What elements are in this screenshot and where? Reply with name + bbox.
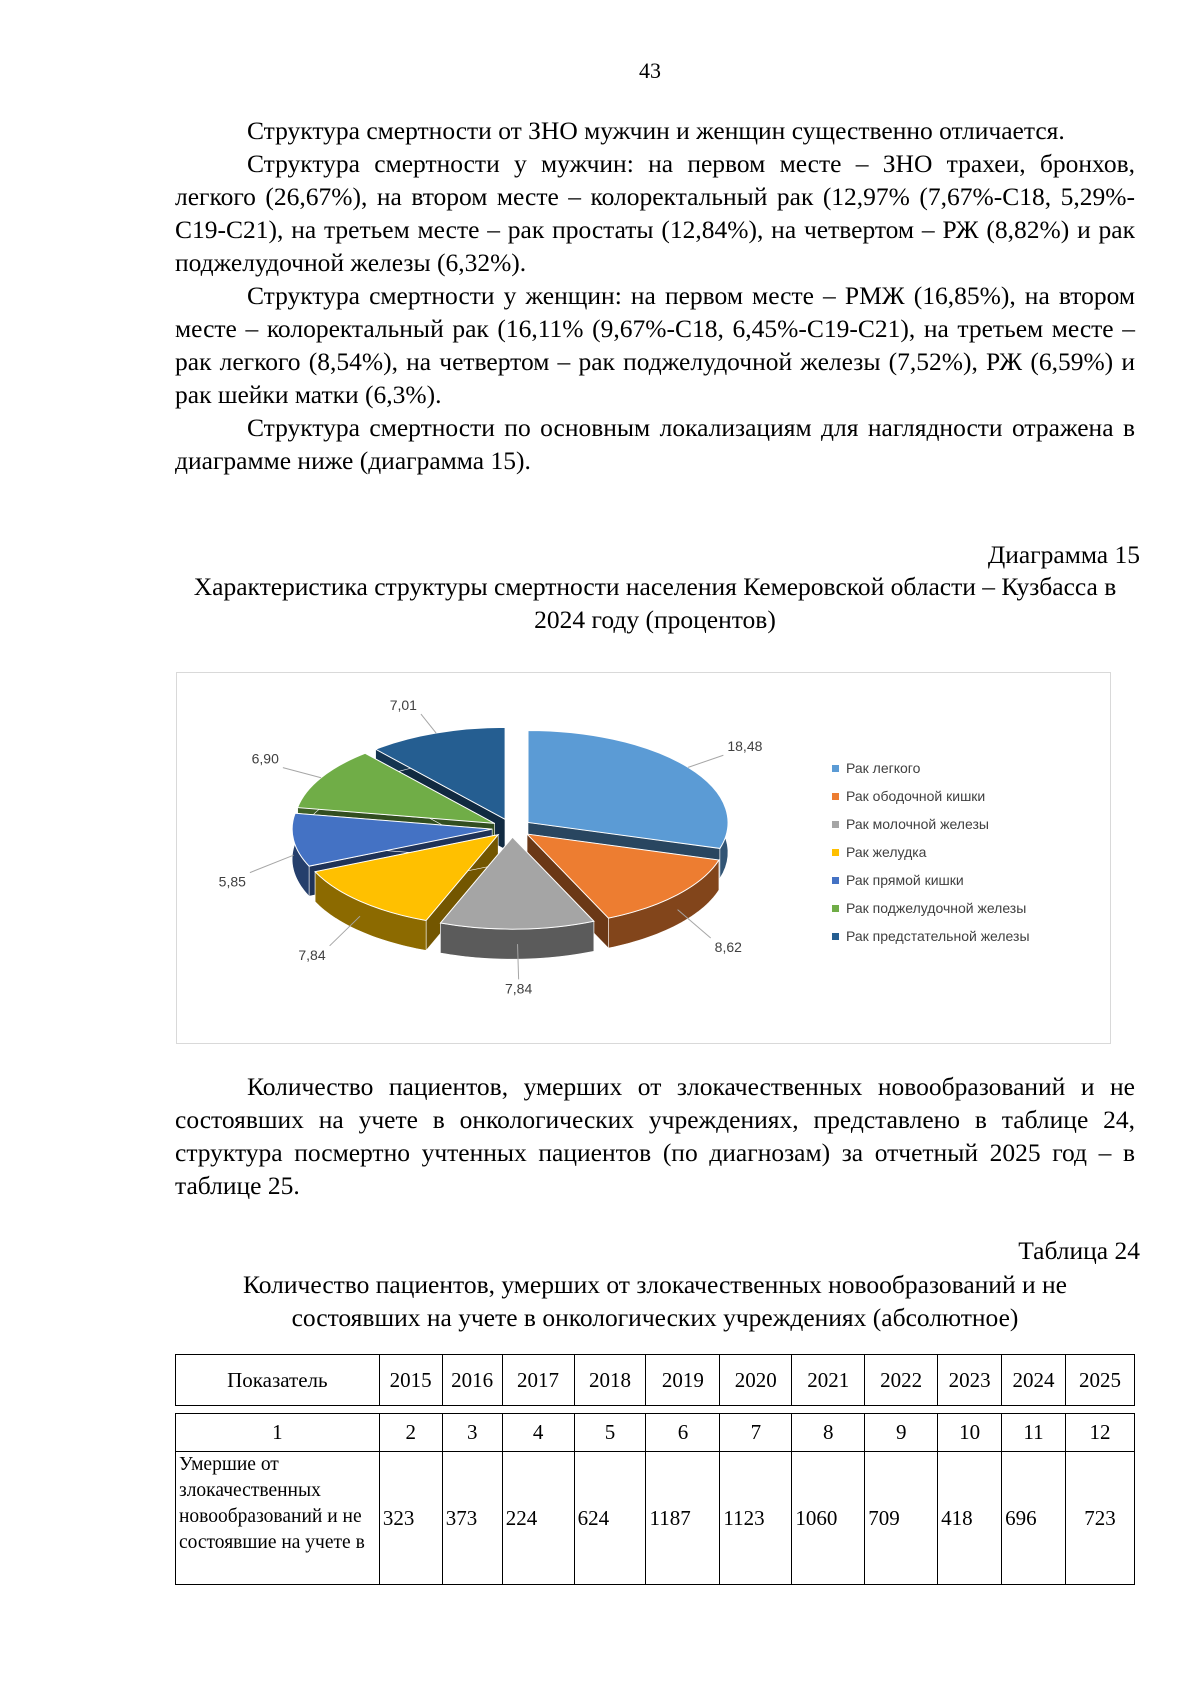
table-title: Количество пациентов, умерших от злокачественных новообразований и не состоявших на учете в онкологических учреждениях (абсолютное)	[243, 1270, 1067, 1332]
header-year: 2022	[865, 1355, 938, 1406]
table-cell: 224	[502, 1452, 574, 1585]
label-colon: 8,62	[714, 938, 742, 955]
legend-item	[832, 872, 964, 888]
column-number: 7	[720, 1414, 792, 1452]
legend-label: Рак предстательной железы	[846, 928, 1030, 944]
label-stomach: 7,84	[298, 946, 326, 963]
column-number: 5	[574, 1414, 646, 1452]
column-number: 6	[646, 1414, 720, 1452]
page-number: 43	[639, 58, 661, 83]
legend-swatch	[832, 765, 839, 772]
legend-swatch	[832, 877, 839, 884]
middle-paragraph-block	[175, 1070, 1135, 1202]
paragraph: Структура смертности от ЗНО мужчин и женщин существенно отличается.	[247, 116, 1065, 145]
table-row	[176, 1452, 1135, 1585]
row-label: Умершие от злокачественных новообразований и не состоявшие на учете в	[176, 1452, 380, 1585]
legend-swatch	[832, 821, 839, 828]
label-leader-line	[421, 714, 436, 733]
header-year: 2023	[938, 1355, 1002, 1406]
table-cell: 709	[865, 1452, 938, 1585]
label-leader-line	[688, 755, 723, 767]
table-cell: 1060	[792, 1452, 865, 1585]
table-body	[175, 1413, 1135, 1585]
header-year: 2016	[442, 1355, 502, 1406]
legend-item	[832, 900, 1026, 916]
paragraph: Структура смертности у мужчин: на первом месте – ЗНО трахеи, бронхов, легкого (26,67%), на втором месте – колоректальный рак (12,97% (7,67%-С18, 5,29%-С19-С21), на третьем месте – рак простаты (12,84%), на четвертом – РЖ (8,82%) и рак поджелудочной железы (6,32%).	[175, 149, 1135, 277]
legend-label: Рак прямой кишки	[846, 872, 964, 888]
header-year: 2020	[720, 1355, 792, 1406]
table-cell: 624	[574, 1452, 646, 1585]
legend-swatch	[832, 793, 839, 800]
label-pancreas: 6,90	[251, 750, 279, 767]
legend-item	[832, 788, 985, 804]
column-number: 1	[176, 1414, 380, 1452]
column-number: 2	[379, 1414, 442, 1452]
legend-swatch	[832, 933, 839, 940]
column-number: 4	[502, 1414, 574, 1452]
legend-swatch	[832, 849, 839, 856]
legend-item	[832, 760, 921, 776]
header-year: 2017	[502, 1355, 574, 1406]
label-lung: 18,48	[727, 738, 763, 755]
column-number: 10	[938, 1414, 1002, 1452]
label-leader-line	[250, 855, 294, 872]
legend-label: Рак желудка	[846, 844, 927, 860]
label-leader-line	[283, 768, 321, 778]
table-cell: 723	[1065, 1452, 1134, 1585]
pie-chart-svg	[177, 673, 1112, 1045]
legend-label: Рак молочной железы	[846, 816, 989, 832]
legend-item	[832, 928, 1030, 944]
pie-tops	[292, 727, 728, 929]
legend-label: Рак ободочной кишки	[846, 788, 986, 804]
column-number-row	[176, 1414, 1135, 1452]
intro-paragraphs	[175, 114, 1135, 477]
header-year: 2021	[792, 1355, 865, 1406]
column-number: 11	[1002, 1414, 1066, 1452]
diagram-number: Диаграмма 15	[987, 540, 1140, 569]
label-breast: 7,84	[505, 980, 533, 997]
table-cell: 1187	[646, 1452, 720, 1585]
table-cell: 323	[379, 1452, 442, 1585]
column-number: 9	[865, 1414, 938, 1452]
header-year: 2025	[1065, 1355, 1134, 1406]
table-cell: 1123	[720, 1452, 792, 1585]
table-cell: 373	[442, 1452, 502, 1585]
column-number: 3	[442, 1414, 502, 1452]
table-header	[175, 1354, 1135, 1406]
label-prostate: 7,01	[389, 697, 417, 714]
table-cell: 696	[1002, 1452, 1066, 1585]
diagram-title: Характеристика структуры смертности населения Кемеровской области – Кузбасса в 2024 году (процентов)	[193, 572, 1117, 634]
label-rectum: 5,85	[218, 873, 246, 890]
legend-item	[832, 816, 989, 832]
header-year: 2018	[574, 1355, 646, 1406]
legend-label: Рак поджелудочной железы	[846, 900, 1027, 916]
column-number: 12	[1065, 1414, 1134, 1452]
header-indicator: Показатель	[176, 1355, 380, 1406]
legend-swatch	[832, 905, 839, 912]
paragraph: Структура смертности у женщин: на первом месте – РМЖ (16,85%), на втором месте – колоректальный рак (16,11% (9,67%-С18, 6,45%-С19-С21), на третьем месте – рак легкого (8,54%), на четвертом – рак поджелудочной железы (7,52%), РЖ (6,59%) и рак шейки матки (6,3%).	[175, 281, 1135, 409]
table-number: Таблица 24	[1018, 1236, 1140, 1265]
column-number: 8	[792, 1414, 865, 1452]
header-year: 2024	[1002, 1355, 1066, 1406]
paragraph: Количество пациентов, умерших от злокачественных новообразований и не состоявших на учете в онкологических учреждениях, представлено в таблице 24, структура посмертно учтенных пациентов (по диагнозам) за отчетный 2025 год – в таблице 25.	[175, 1072, 1135, 1200]
legend-label: Рак легкого	[846, 760, 921, 776]
paragraph: Структура смертности по основным локализациям для наглядности отражена в диаграмме ниже (диаграмма 15).	[175, 413, 1135, 475]
header-year: 2019	[646, 1355, 720, 1406]
header-year: 2015	[379, 1355, 442, 1406]
pie-chart	[176, 672, 1111, 1044]
legend-item	[832, 844, 927, 860]
table-cell: 418	[938, 1452, 1002, 1585]
